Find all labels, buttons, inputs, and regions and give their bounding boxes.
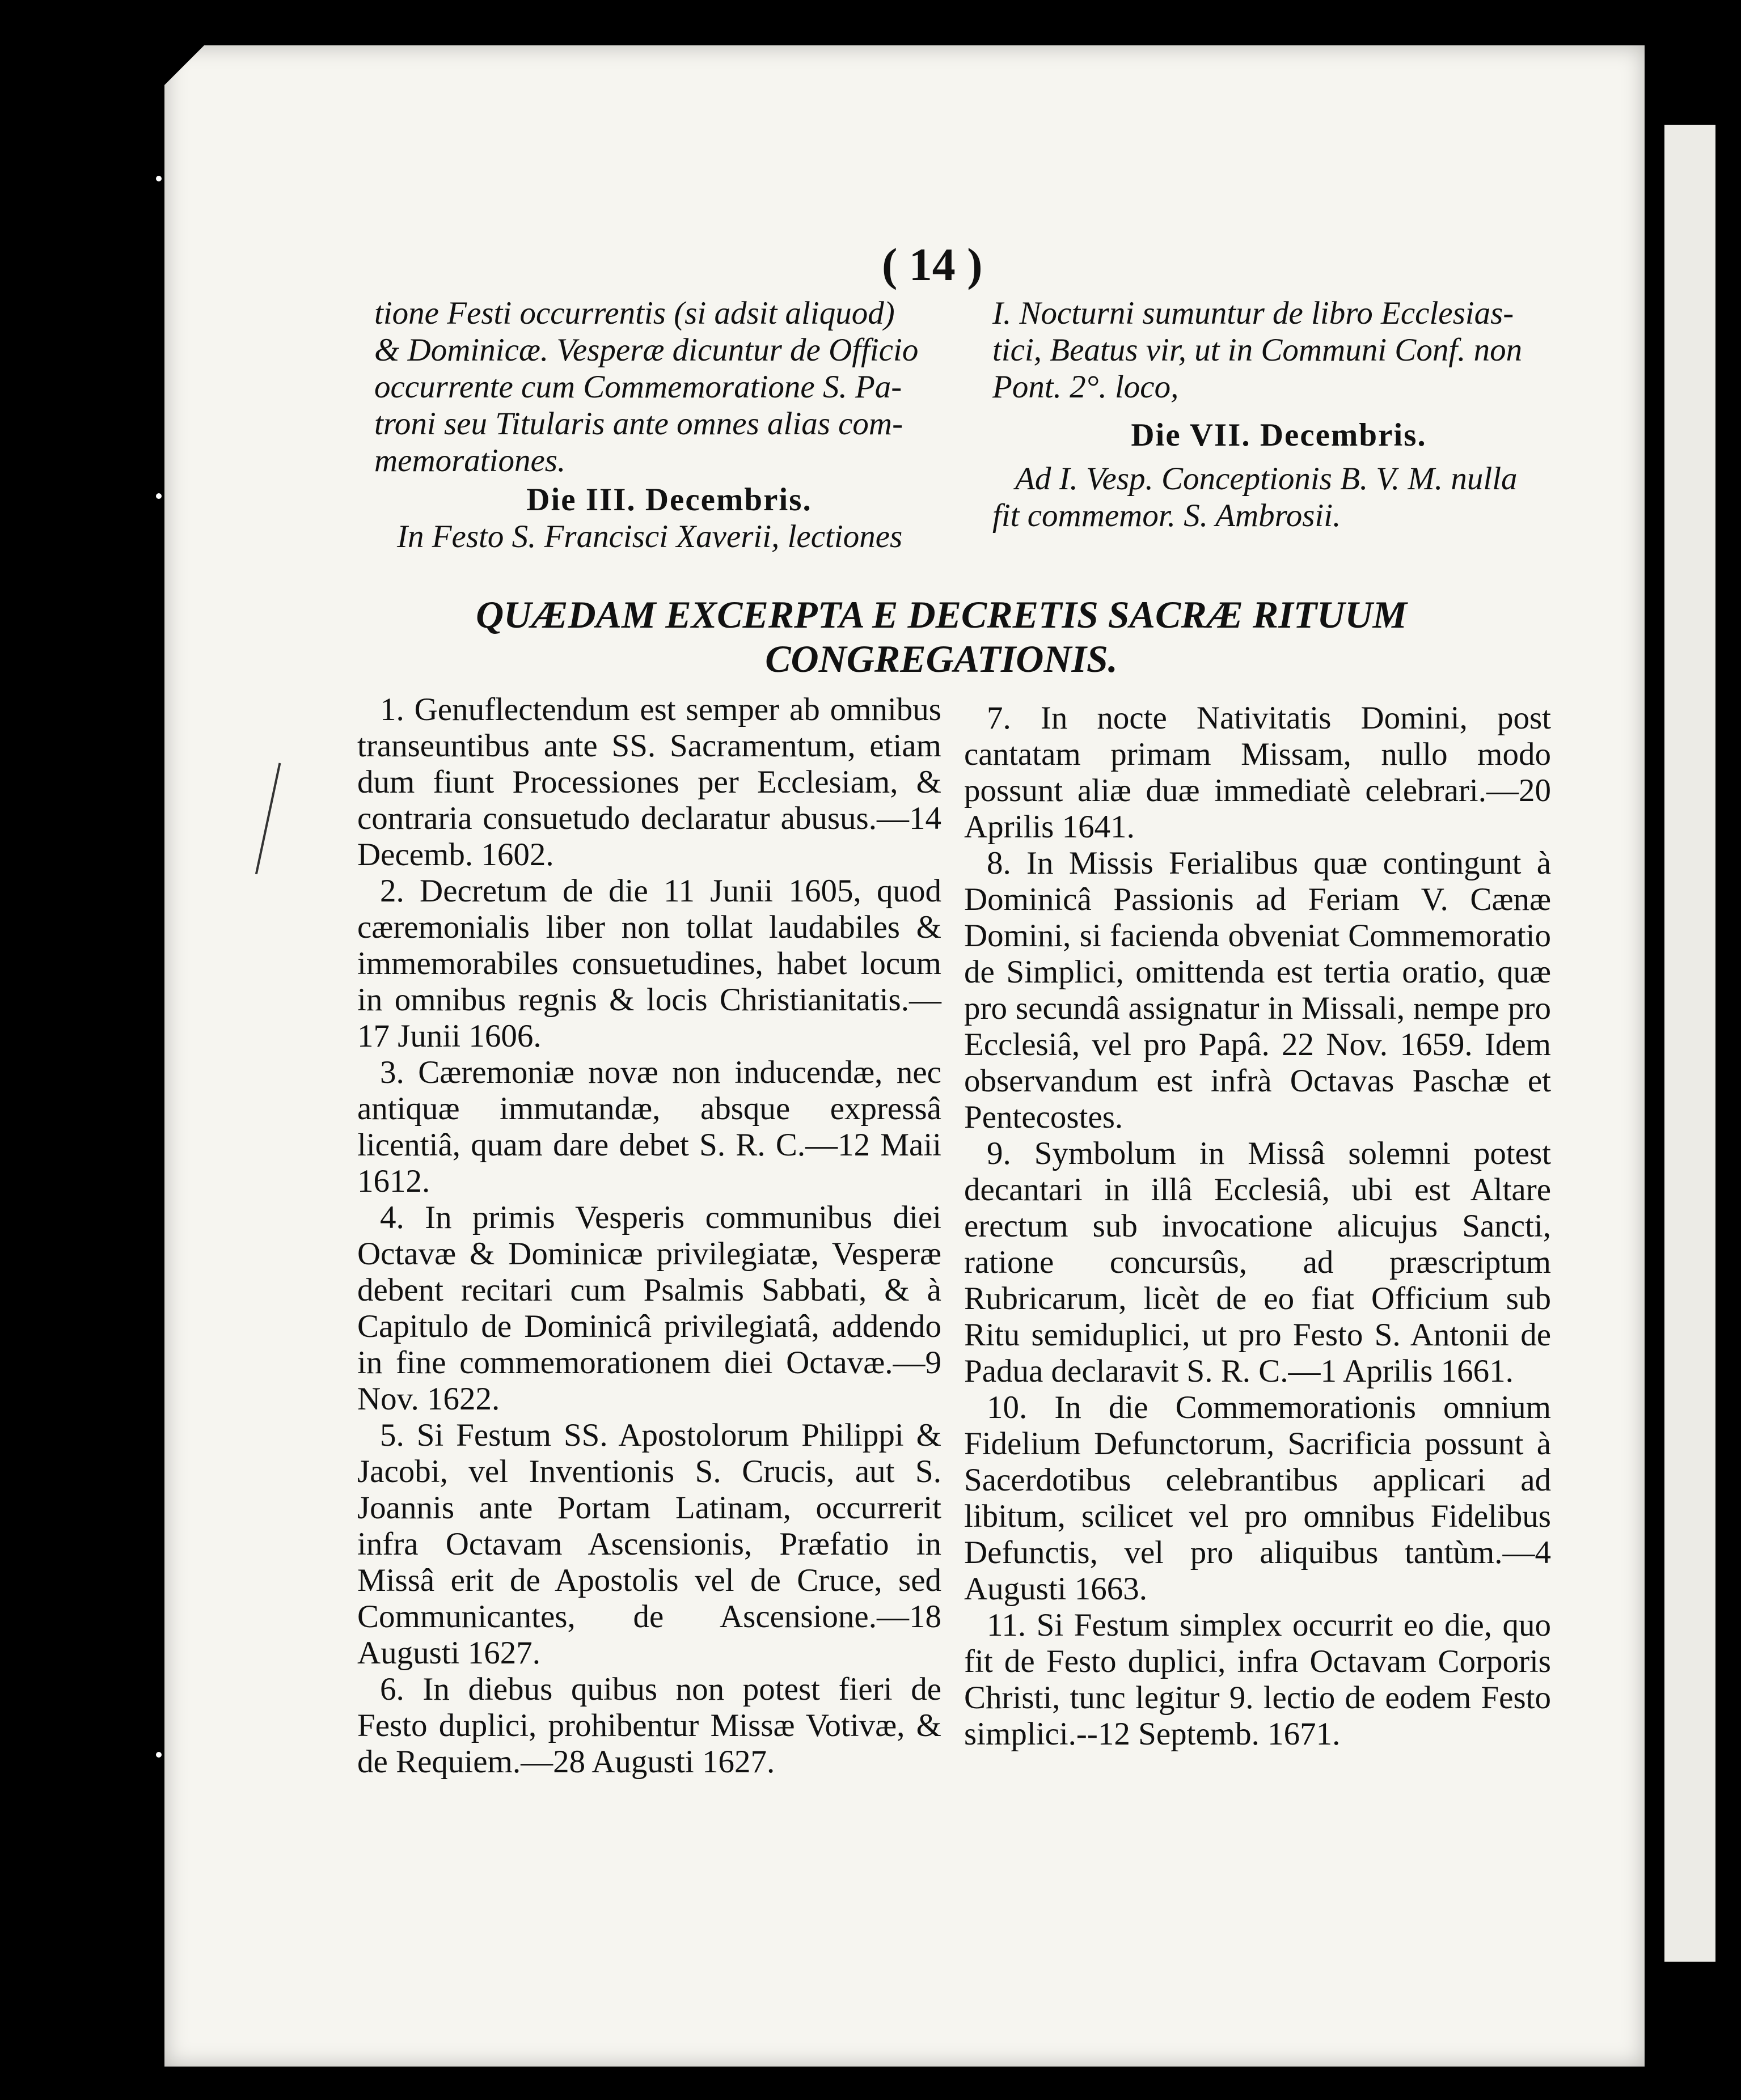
decree-8: 8. In Missis Ferialibus quæ contingunt à Dominicâ Passionis ad Feriam V. Cænæ Domini, si facienda obveniat Commemoratio de Simplici, omittenda est tertia oratio, quæ pro secundâ assignatur in Missali, nempe pro Ecclesiâ, vel pro Papâ. 22 Nov. 1659. Idem observandum est infrà Octavas Paschæ et Pentecostes. [964, 845, 1551, 1135]
top-left-column [374, 295, 964, 555]
decree-7: 7. In nocte Nativitatis Domini, post cantatam primam Missam, nullo modo possunt aliæ duæ immediatè celebrari.—20 Aprilis 1641. [964, 700, 1551, 845]
decree-6: 6. In diebus quibus non potest fieri de Festo duplici, prohibentur Missæ Votivæ, & de Requiem.—28 Augusti 1627. [357, 1671, 941, 1780]
line: tici, Beatus vir, ut in Communi Conf. non [992, 332, 1523, 368]
decree-10: 10. In die Commemorationis omnium Fidelium Defunctorum, Sacrificia possunt à Sacerdotibus celebrantibus applicari ad libitum, scilicet vel pro omnibus Fidelibus Defunctis, vel pro aliquibus tantùm.—4 Augusti 1663. [964, 1390, 1551, 1607]
section-title [397, 592, 1486, 681]
line: occurrente cum Commemoratione S. Pa- [374, 369, 902, 405]
margin-dot [156, 1752, 162, 1758]
line: In Festo S. Francisci Xaverii, lectiones [397, 519, 903, 554]
decree-4: 4. In primis Vesperis communibus diei Octavæ & Dominicæ privilegiatæ, Vesperæ debent recitari cum Psalmis Sabbati, & à Capitulo de Dominicâ privilegiatâ, addendo in fine commemorationem diei Octavæ.—9 Nov. 1622. [357, 1200, 941, 1417]
decree-5: 5. Si Festum SS. Apostolorum Philippi & Jacobi, vel Inventionis S. Crucis, aut S. Joannis ante Portam Latinam, occurrerit infra Octavam Ascensionis, Præfatio in Missâ erit de Apostolis vel de Cruce, sed Communicantes, de Ascensione.—18 Augusti 1627. [357, 1417, 941, 1671]
page-number: ( 14 ) [882, 239, 983, 290]
line: Pont. 2°. loco, [992, 369, 1179, 405]
decree-3: 3. Cæremoniæ novæ non inducendæ, nec antiquæ immutandæ, absque expressâ licentiâ, quam dare debet S. R. C.—12 Maii 1612. [357, 1055, 941, 1199]
facing-page-edge [1664, 125, 1715, 1962]
section-heading: Die III. Decembris. [526, 482, 812, 518]
section-heading: Die VII. Decembris. [1131, 417, 1427, 453]
top-right-column [992, 295, 1565, 534]
decrees-right-column [964, 700, 1551, 1752]
page-corner-fold [164, 45, 204, 85]
decree-9: 9. Symbolum in Missâ solemni potest decantari in illâ Ecclesiâ, ubi est Altare erectum sub invocatione alicujus Sancti, ratione concursûs, ad præscriptum Rubricarum, licèt de eo fiat Officium sub Ritu semiduplici, ut pro Festo S. Antonii de Padua declaravit S. R. C.—1 Aprilis 1661. [964, 1136, 1551, 1389]
decrees-left-column [357, 692, 941, 1780]
line: & Dominicæ. Vesperæ dicuntur de Officio [374, 332, 919, 368]
title-line-1: QUÆDAM EXCERPTA E DECRETIS SACRÆ RITUUM [476, 593, 1407, 636]
line: Ad I. Vesp. Conceptionis B. V. M. nulla [1015, 461, 1518, 497]
decree-11: 11. Si Festum simplex occurrit eo die, quo fit de Festo duplici, infra Octavam Corporis Christi, tunc legitur 9. lectio de eodem Festo simplici.--12 Septemb. 1671. [964, 1607, 1551, 1752]
line: memorationes. [374, 443, 566, 479]
decree-2: 2. Decretum de die 11 Junii 1605, quod cæremonialis liber non tollat laudabiles & immemorabiles consuetudines, habet locum in omnibus regnis & locis Christianitatis.—17 Junii 1606. [357, 873, 941, 1054]
line: tione Festi occurrentis (si adsit aliquod) [374, 295, 895, 331]
line: I. Nocturni sumuntur de libro Ecclesias- [992, 295, 1514, 331]
decree-1: 1. Genuflectendum est semper ab omnibus transeuntibus ante SS. Sacramentum, etiam dum fiunt Processiones per Ecclesiam, & contraria consuetudo declaratur abusus.—14 Decemb. 1602. [357, 692, 941, 873]
margin-dot [156, 176, 162, 181]
title-line-2: CONGREGATIONIS. [765, 637, 1118, 680]
margin-dot [156, 493, 162, 499]
line: troni seu Titularis ante omnes alias com- [374, 406, 903, 442]
line: fit commemor. S. Ambrosii. [992, 498, 1341, 534]
